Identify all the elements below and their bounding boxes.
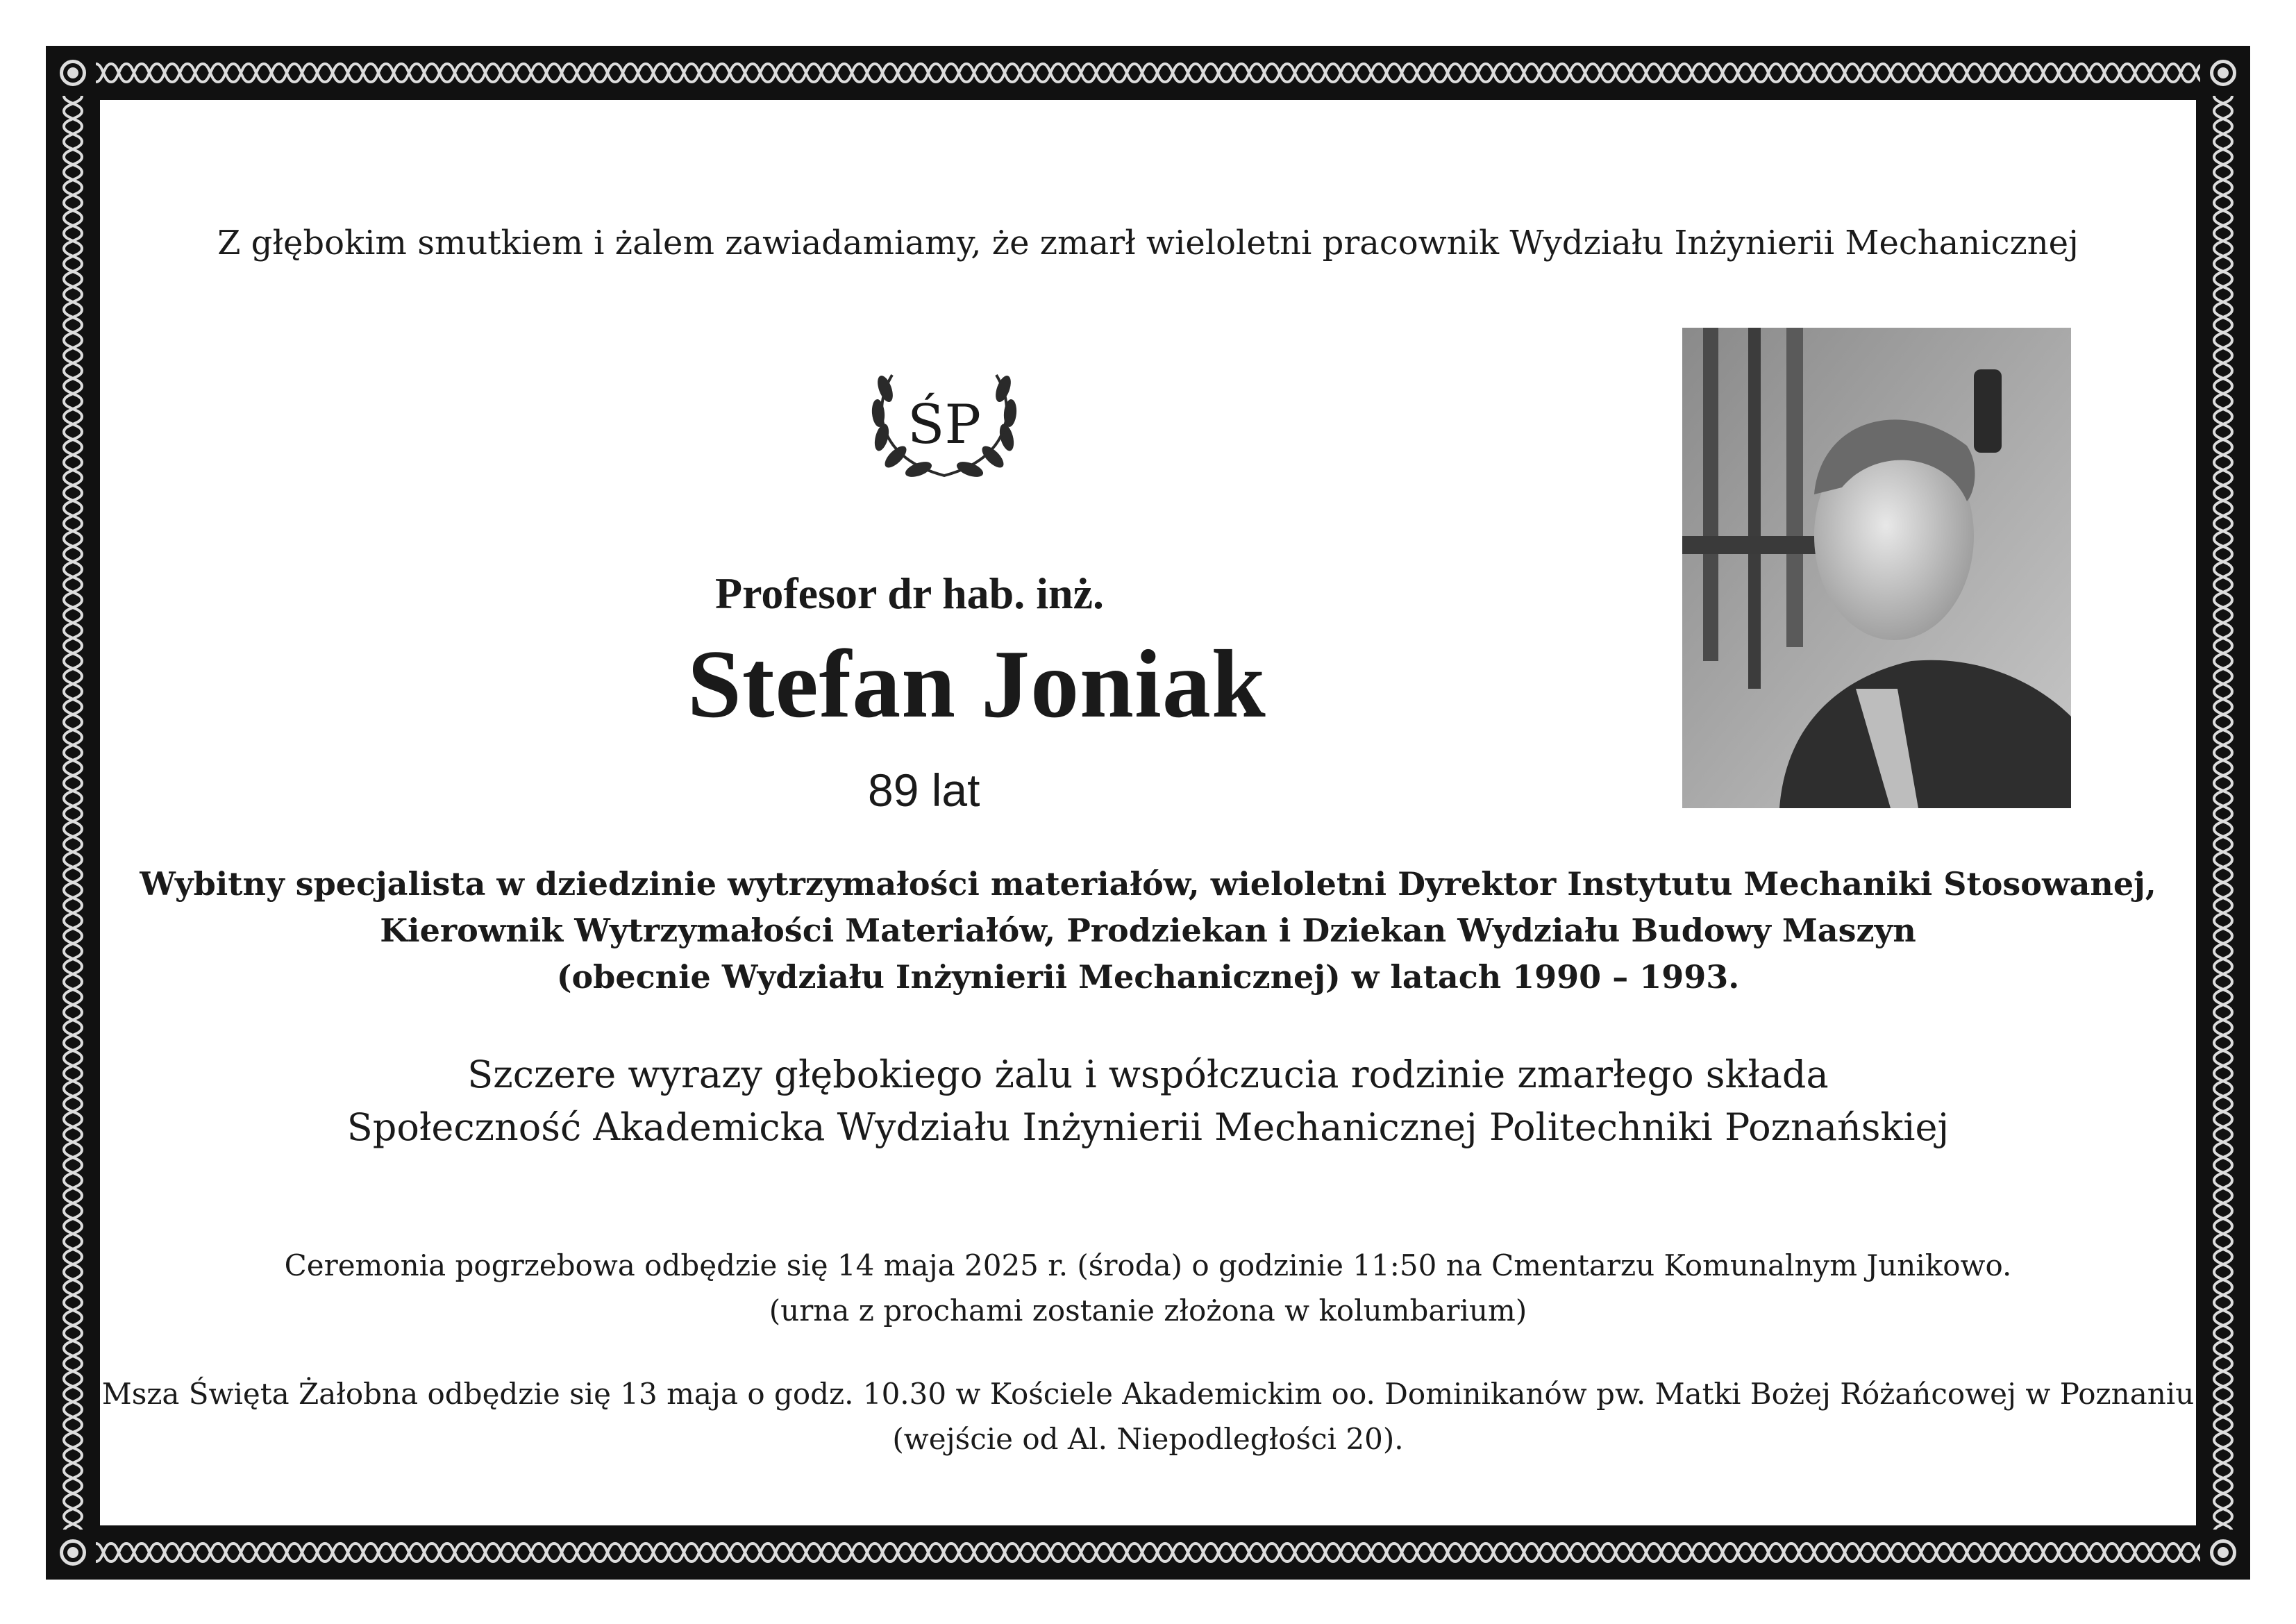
laurel-wreath-icon	[864, 361, 1024, 486]
mass-line: Msza Święta Żałobna odbędzie się 13 maja o godz. 10.30 w Kościele Akademickim oo. Dominikanów pw. Matki Bożej Różańcowej w Poznaniu	[101, 1377, 2195, 1411]
condolences	[0, 1048, 2296, 1154]
funeral-line: Ceremonia pogrzebowa odbędzie się 14 maja 2025 r. (środa) o godzinie 11:50 na Cmentarzu Komunalnym Junikowo.	[284, 1248, 2012, 1282]
ornamental-border-right	[2200, 50, 2246, 1575]
corner-ornament-icon	[50, 1530, 96, 1575]
deceased-name: Stefan Joniak	[687, 630, 1266, 738]
portrait-photo	[1682, 328, 2071, 808]
condolences-line: Społeczność Akademicka Wydziału Inżynierii Mechanicznej Politechniki Poznańskiej	[346, 1105, 1950, 1149]
biography-line: Wybitny specjalista w dziedzinie wytrzymałości materiałów, wieloletni Dyrektor Instytutu Mechaniki Stosowanej,	[140, 865, 2156, 903]
mass-info	[0, 1371, 2296, 1462]
biography-line: Kierownik Wytrzymałości Materiałów, Prodziekan i Dziekan Wydziału Budowy Maszyn	[380, 912, 1916, 949]
sp-emblem	[864, 361, 1024, 486]
intro-text: Z głębokim smutkiem i żalem zawiadamiamy, że zmarł wieloletni pracownik Wydziału Inżynierii Mechanicznej	[217, 224, 2079, 262]
mass-line: (wejście od Al. Niepodległości 20).	[892, 1422, 1404, 1456]
academic-title: Profesor dr hab. inż.	[715, 569, 1105, 618]
biography	[0, 861, 2296, 1001]
corner-ornament-icon	[2200, 50, 2246, 96]
ornamental-border-top	[50, 50, 2246, 96]
corner-ornament-icon	[2200, 1530, 2246, 1575]
deceased-age: 89 lat	[868, 764, 980, 816]
corner-ornament-icon	[50, 50, 96, 96]
ornamental-border-bottom	[50, 1530, 2246, 1575]
condolences-line: Szczere wyrazy głębokiego żalu i współczucia rodzinie zmarłego składa	[467, 1053, 1829, 1096]
funeral-line: (urna z prochami zostanie złożona w kolumbarium)	[769, 1294, 1527, 1328]
ornamental-border-left	[50, 50, 96, 1575]
funeral-info	[0, 1243, 2296, 1333]
emblem-text: ŚP	[907, 394, 981, 456]
biography-line: (obecnie Wydziału Inżynierii Mechanicznej) w latach 1990 – 1993.	[556, 958, 1740, 996]
